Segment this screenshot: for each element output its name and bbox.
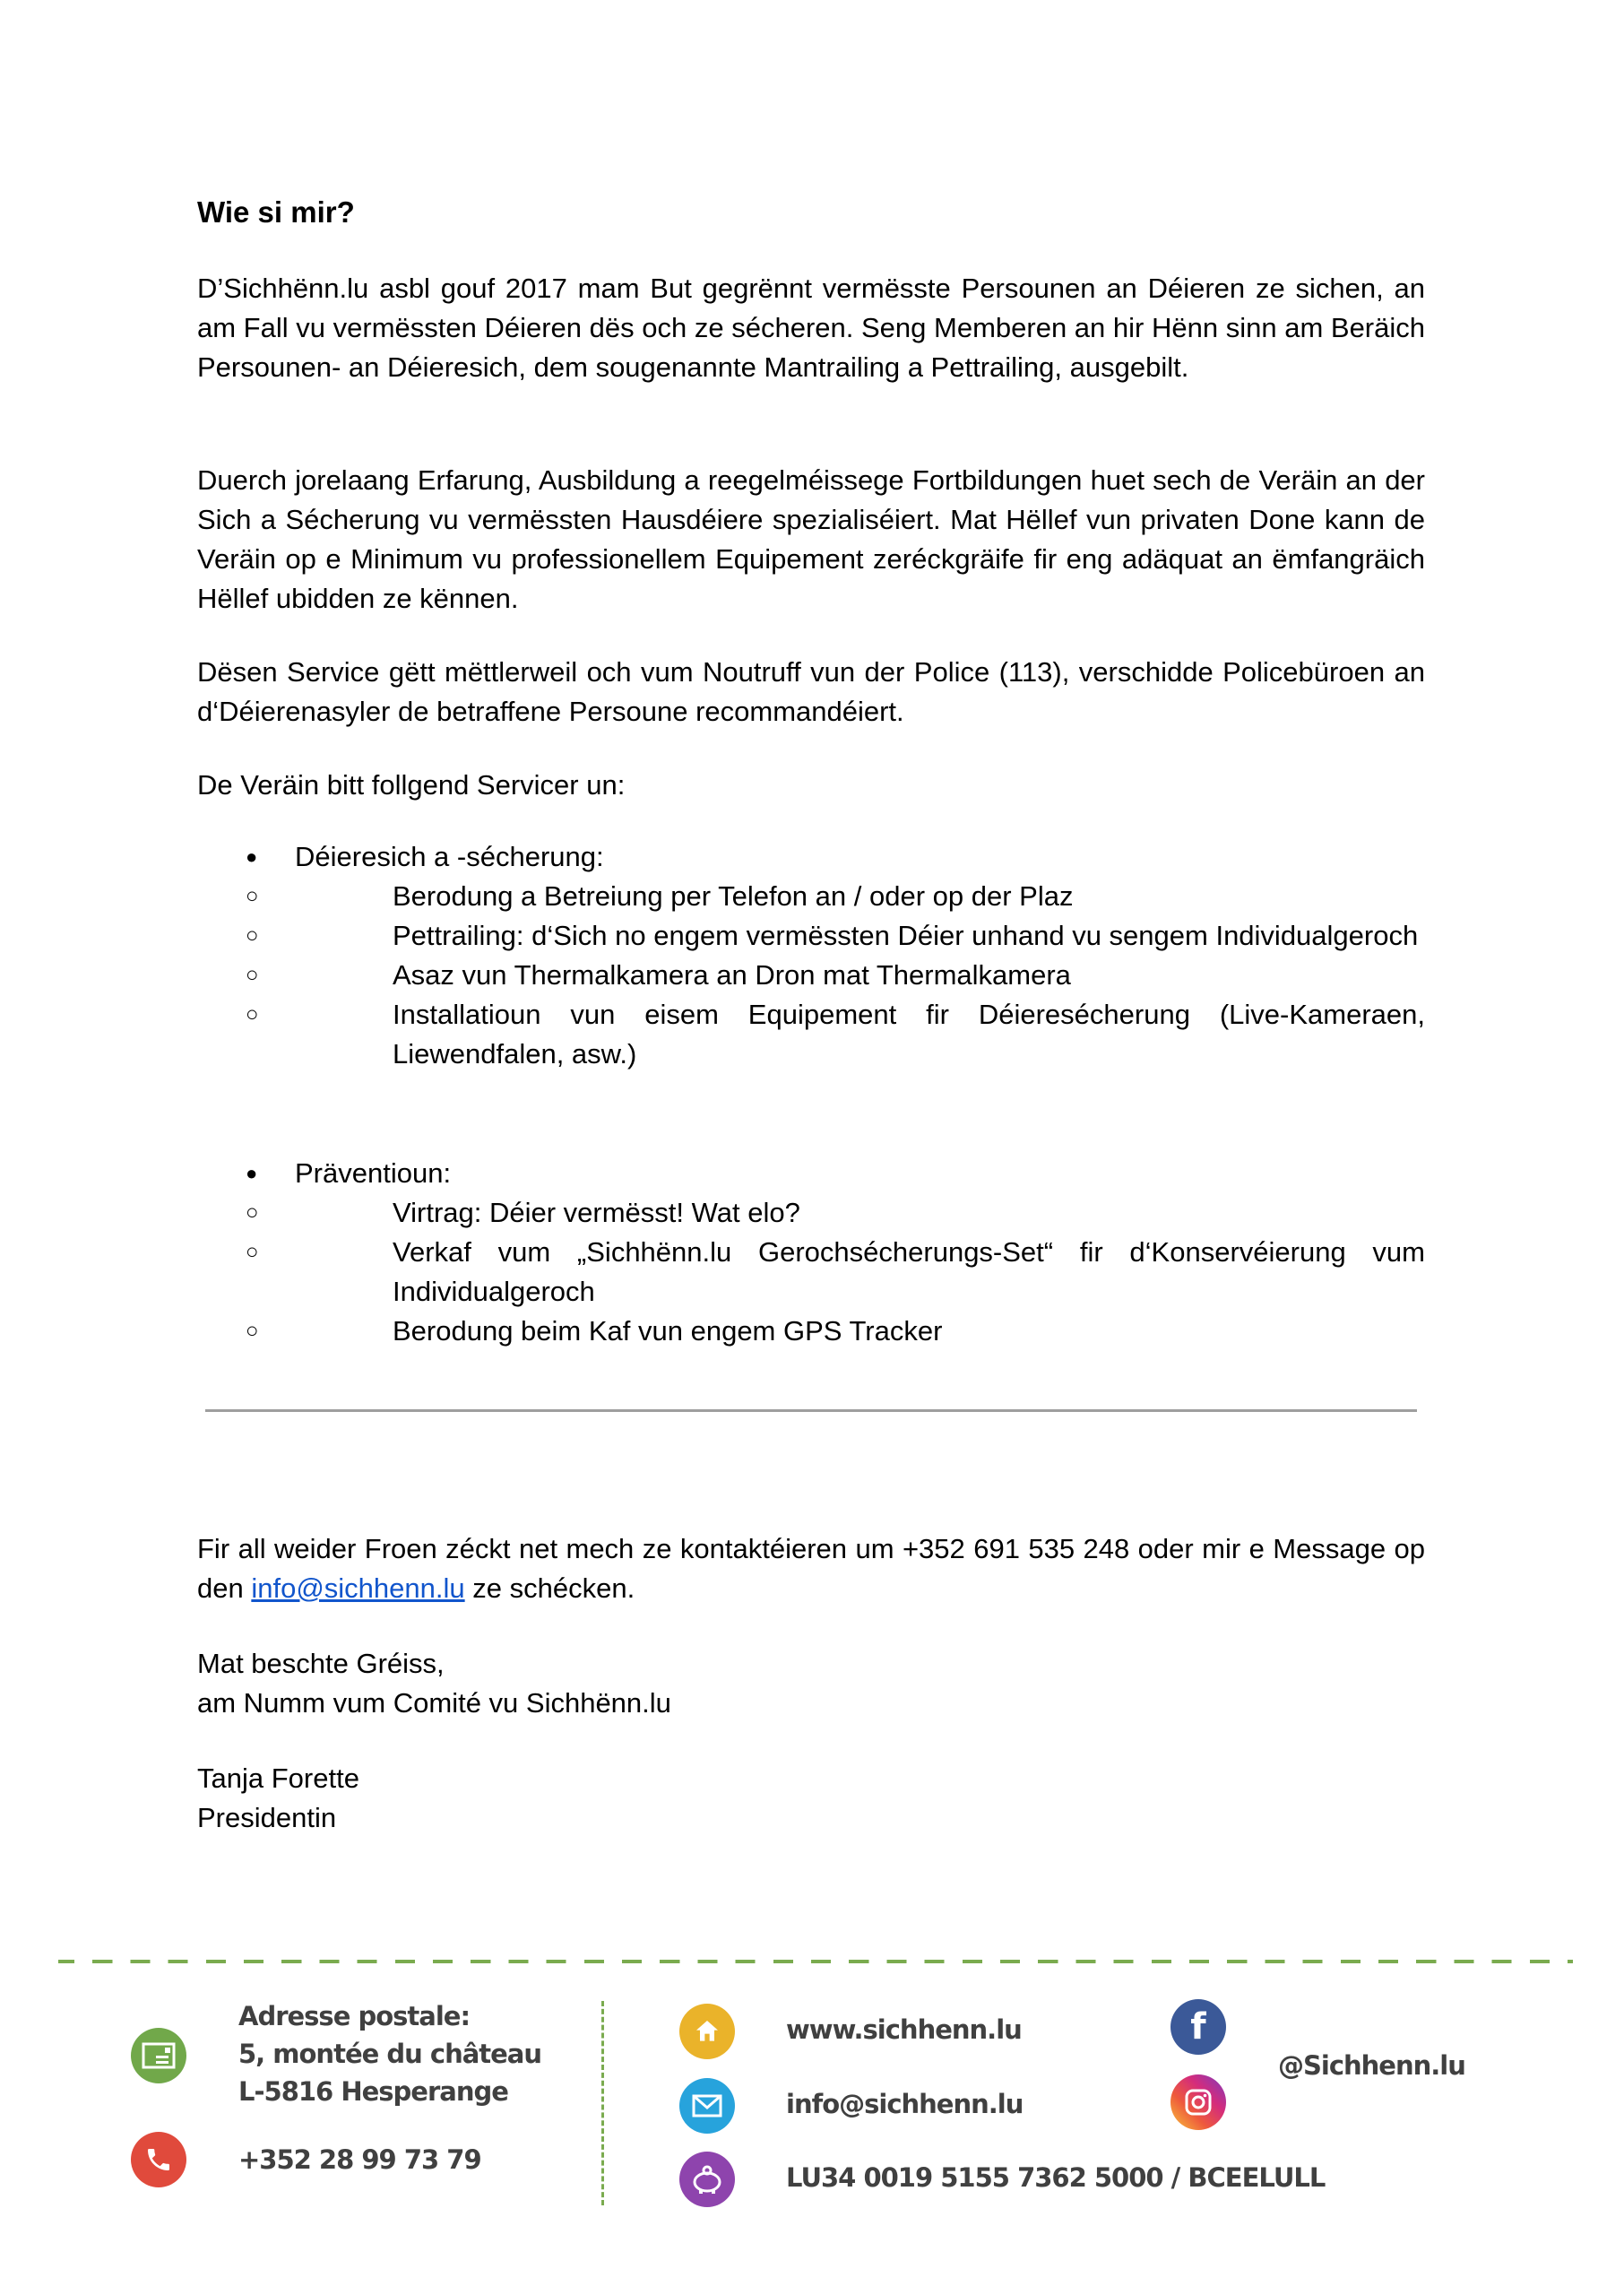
bullet-filled-icon: ● [246, 845, 258, 868]
contact-phone: +352 691 535 248 [902, 1533, 1130, 1564]
paragraph-services-intro: De Veräin bitt follgend Servicer un: [197, 769, 626, 801]
bullet-filled-icon: ● [246, 1162, 258, 1184]
signature-name: Tanja Forette [197, 1762, 359, 1794]
footer-dashed-divider [58, 1960, 1573, 1963]
bank-details: LU34 0019 5155 7362 5000 / BCEELULL [786, 2162, 1326, 2193]
bullet-hollow-icon: ○ [246, 1319, 259, 1343]
bullet-hollow-icon: ○ [246, 1200, 259, 1225]
services-list-search [197, 837, 1425, 1074]
sublist-item: ○ Pettrailing: d‘Sich no engem vermëssten Déier unhand vu sengem Individualgeroch [295, 916, 1425, 956]
bullet-hollow-icon: ○ [246, 1240, 259, 1264]
closing-on-behalf: am Numm vum Comité vu Sichhënn.lu [197, 1687, 671, 1719]
section-heading: Wie si mir? [197, 195, 355, 229]
sublist-item: ○ Virtrag: Déier vermësst! Wat elo? [295, 1193, 1425, 1233]
bullet-hollow-icon: ○ [246, 923, 259, 948]
sublist-item: ○ Berodung a Betreiung per Telefon an / oder op der Plaz [295, 877, 1425, 916]
signature [197, 1759, 1425, 1838]
postcard-icon [131, 2028, 186, 2083]
footer-phone: +352 28 99 73 79 [238, 2144, 481, 2175]
sublist-item: ○ Verkaf vum „Sichhënn.lu Gerochsécherungs-Set“ fir d‘Konservéierung vum Individualgeroch [295, 1233, 1425, 1312]
envelope-icon [679, 2078, 735, 2134]
home-icon [679, 2004, 735, 2059]
closing-greeting: Mat beschte Gréiss, [197, 1648, 445, 1679]
paragraph-recommendation: Dësen Service gëtt mëttlerweil och vum Noutruff vun der Police (113), verschidde Policebüroen an d‘Déierenasyler de betraffene Persoune recommandéiert. [197, 656, 1425, 727]
contact-paragraph: Fir all weider Froen zéckt net mech ze kontaktéieren um +352 691 535 248 oder mir e Message op den info@sichhenn.lu ze schécken. [197, 1533, 1425, 1604]
sublist-item: ○ Berodung beim Kaf vun engem GPS Tracker [295, 1312, 1425, 1351]
closing [197, 1644, 1425, 1723]
list-item [197, 837, 1425, 1074]
bullet-hollow-icon: ○ [246, 963, 259, 987]
sublist-item: ○ Asaz vun Thermalkamera an Dron mat Thermalkamera [295, 956, 1425, 995]
address-label: Adresse postale: [238, 2001, 471, 2031]
website-link[interactable]: www.sichhenn.lu [786, 2014, 1022, 2045]
sublist-item: ○ Installatioun vun eisem Equipement fir Déieresécherung (Live-Kameraen, Liewendfalen, asw.) [295, 995, 1425, 1074]
paragraph-intro: D’Sichhënn.lu asbl gouf 2017 mam But gegrënnt vermësste Persounen an Déieren ze sichen, an am Fall vu vermëssten Déieren dës och ze sécheren. Seng Memberen an hir Hënn sinn am Beräich Persounen- an Déieresich, dem sougenannte Mantrailing a Pettrailing, ausgebilt. [197, 273, 1425, 383]
address-line2: L-5816 Hesperange [238, 2076, 508, 2107]
bullet-hollow-icon: ○ [246, 884, 259, 908]
phone-icon [131, 2132, 186, 2187]
sublist [246, 1193, 1425, 1351]
list-item-label: Déieresich a -sécherung: [295, 841, 604, 872]
bullet-hollow-icon: ○ [246, 1002, 259, 1026]
services-list-prevention [197, 1154, 1425, 1351]
list-item [197, 1154, 1425, 1351]
social-handle[interactable]: @Sichhenn.lu [1278, 2050, 1465, 2081]
paragraph-experience: Duerch jorelaang Erfarung, Ausbildung a reegelméissege Fortbildungen huet sech de Veräin an der Sich a Sécherung vu vermëssten Hausdéiere spezialiséiert. Mat Hëllef vun privaten Done kann de Veräin op e Minimum vu professionellem Equipement zeréckgräife fir eng adäquat an ëmfangräich Hëllef ubidden ze kënnen. [197, 464, 1425, 614]
facebook-icon[interactable]: f [1170, 1999, 1226, 2055]
address-line1: 5, montée du château [238, 2039, 542, 2069]
footer-vertical-divider [601, 2001, 604, 2205]
horizontal-divider [205, 1409, 1417, 1412]
instagram-icon[interactable] [1170, 2074, 1226, 2130]
piggy-bank-icon [679, 2152, 735, 2207]
sublist [246, 877, 1425, 1074]
signature-title: Presidentin [197, 1802, 337, 1833]
footer-email-link[interactable]: info@sichhenn.lu [786, 2089, 1024, 2119]
list-item-label: Präventioun: [295, 1157, 452, 1189]
email-link[interactable]: info@sichhenn.lu [251, 1572, 465, 1604]
